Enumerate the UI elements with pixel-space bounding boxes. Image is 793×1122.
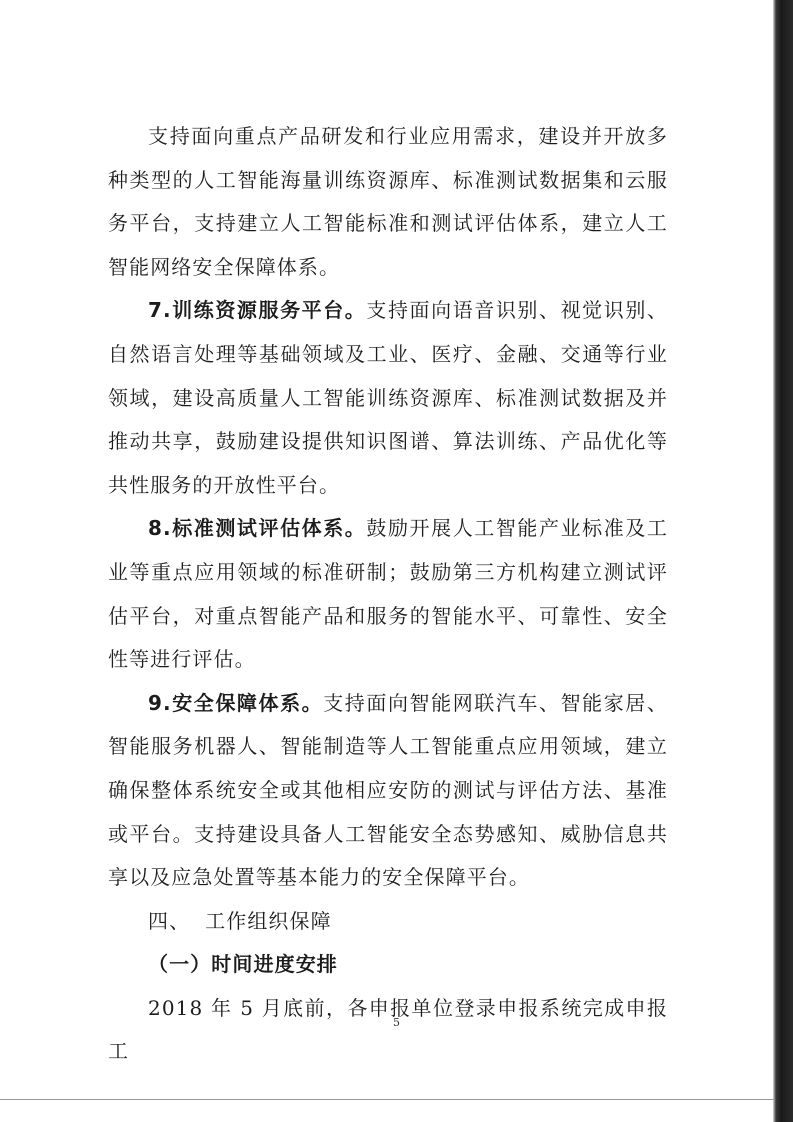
paragraph-closing: 2018 年 5 月底前，各申报单位登录申报系统完成申报工 [108, 995, 668, 1064]
paragraph-text: 鼓励开展人工智能产业标准及工业等重点应用领域的标准研制；鼓励第三方机构建立测试评估平台，对重点智能产品和服务的智能水平、可靠性、安全性等进行评估。 [108, 516, 668, 672]
paragraph-lead: 9.安全保障体系。 [148, 690, 324, 715]
paragraph-text: 支持面向智能网联汽车、智能家居、智能服务机器人、智能制造等人工智能重点应用领域，建立确保整体系统安全或其他相应安防的测试与评估方法、基准或平台。支持建设具备人工智能安全态势感知、威胁信息共享以及应急处置等基本能力的安全保障平台。 [108, 690, 668, 890]
paragraph-text: 支持面向语音识别、视觉识别、自然语言处理等基础领域及工业、医疗、金融、交通等行业领域，建设高质量人工智能训练资源库、标准测试数据及并推动共享，鼓励建设提供知识图谱、算法训练、产品优化等共性服务的开放性平台。 [108, 298, 668, 497]
scan-edge-bottom [0, 1099, 775, 1100]
paragraph-training-resources [108, 289, 668, 507]
paragraph-intro [108, 115, 668, 289]
paragraph-lead: 7.训练资源服务平台。 [148, 298, 367, 323]
section-heading: 四、 工作组织保障 [148, 908, 332, 933]
paragraph-text: 支持面向重点产品研发和行业应用需求，建设并开放多种类型的人工智能海量训练资源库、标准测试数据集和云服务平台，支持建立人工智能标准和测试评估体系，建立人工智能网络安全保障体系。 [108, 124, 668, 279]
paragraph-lead: 8.标准测试评估体系。 [148, 516, 367, 541]
page-number: 5 [393, 1016, 400, 1029]
scan-edge-right [773, 0, 793, 1122]
document-body [108, 115, 668, 1074]
paragraph-security [108, 682, 668, 900]
subsection-heading: （一）时间进度安排 [148, 952, 338, 977]
paragraph-standards-testing [108, 507, 668, 681]
